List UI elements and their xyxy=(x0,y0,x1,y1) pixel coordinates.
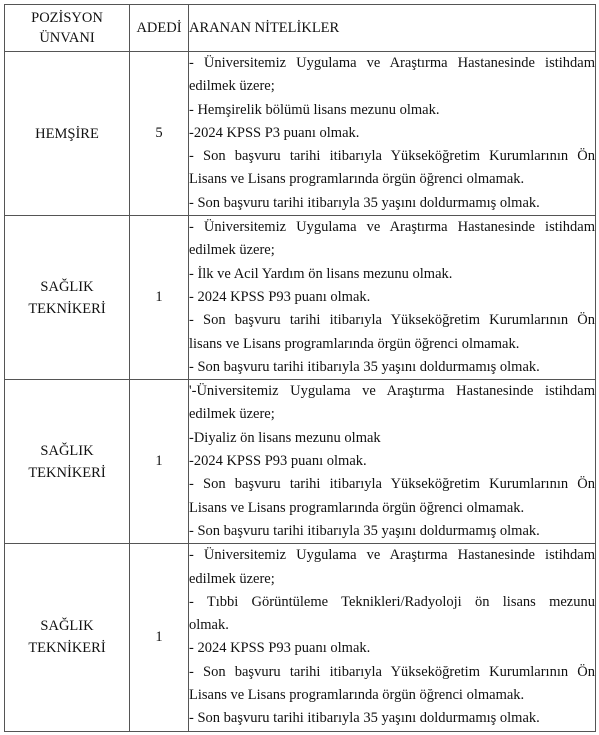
qualification-line: - Son başvuru tarihi itibarıyla Yükseköğretim Kurumlarının Ön xyxy=(189,312,595,329)
table-row xyxy=(5,544,596,731)
position-count-cell: 5 xyxy=(130,52,189,216)
header-count: ADEDİ xyxy=(130,5,189,52)
qualification-line: - 2024 KPSS P93 puanı olmak. xyxy=(189,640,371,657)
qualification-line: - Son başvuru tarihi itibarıyla 35 yaşını doldurmamış olmak. xyxy=(189,194,540,211)
qualification-line: - Üniversitemiz Uygulama ve Araştırma Hastanesinde istihdam xyxy=(189,219,595,236)
qualification-line: - Son başvuru tarihi itibarıyla 35 yaşını doldurmamış olmak. xyxy=(189,522,540,539)
position-count-cell: 1 xyxy=(130,380,189,544)
position-title-line: TEKNİKERİ xyxy=(28,640,106,657)
position-count-cell: 1 xyxy=(130,544,189,731)
table-row xyxy=(5,216,596,380)
header-row xyxy=(5,5,596,52)
qualification-line: edilmek üzere; xyxy=(189,78,275,95)
qualification-line: - Hemşirelik bölümü lisans mezunu olmak. xyxy=(189,101,440,118)
position-title-line: TEKNİKERİ xyxy=(28,464,106,481)
qualification-line: - Üniversitemiz Uygulama ve Araştırma Hastanesinde istihdam xyxy=(189,55,595,71)
qualification-line: edilmek üzere; xyxy=(189,406,275,423)
position-title-cell xyxy=(5,544,130,731)
position-title-line: HEMŞİRE xyxy=(35,125,99,142)
qualifications-cell xyxy=(189,52,596,216)
table-header xyxy=(5,5,596,52)
qualification-line: edilmek üzere; xyxy=(189,242,275,259)
header-position-title xyxy=(5,5,130,52)
qualification-line: Lisans ve Lisans programlarında örgün öğrenci olmamak. xyxy=(189,171,525,188)
qualification-line: - Son başvuru tarihi itibarıyla Yükseköğretim Kurumlarının Ön xyxy=(189,476,595,493)
qualification-line: Lisans ve Lisans programlarında örgün öğrenci olmamak. xyxy=(189,687,525,704)
qualification-line: Lisans ve Lisans programlarında örgün öğrenci olmamak. xyxy=(189,499,525,516)
qualification-line: -2024 KPSS P93 puanı olmak. xyxy=(189,453,367,470)
qualification-line: - Tıbbi Görüntüleme Teknikleri/Radyoloji ön lisans mezunu xyxy=(189,593,595,610)
table-row xyxy=(5,52,596,216)
qualification-line: olmak. xyxy=(189,617,229,634)
qualification-line: -Diyaliz ön lisans mezunu olmak xyxy=(189,429,381,446)
qualification-line: lisans ve Lisans programlarında örgün öğrenci olmamak. xyxy=(189,335,520,352)
position-title-line: SAĞLIK xyxy=(40,618,94,635)
position-title-cell xyxy=(5,52,130,216)
header-qualifications: ARANAN NİTELİKLER xyxy=(189,5,596,52)
qualification-line: '-Üniversitemiz Uygulama ve Araştırma Hastanesinde istihdam xyxy=(189,383,595,400)
job-positions-table xyxy=(4,4,596,732)
qualification-line: - 2024 KPSS P93 puanı olmak. xyxy=(189,288,371,305)
qualification-line: - Üniversitemiz Uygulama ve Araştırma Hastanesinde istihdam xyxy=(189,547,595,564)
qualification-line: - Son başvuru tarihi itibarıyla Yükseköğretim Kurumlarının Ön xyxy=(189,148,595,165)
position-title-line: SAĞLIK xyxy=(40,442,94,459)
qualification-line: - Son başvuru tarihi itibarıyla 35 yaşını doldurmamış olmak. xyxy=(189,710,540,727)
qualification-line: -2024 KPSS P3 puanı olmak. xyxy=(189,124,360,141)
position-title-line: TEKNİKERİ xyxy=(28,300,106,317)
qualification-line: - Son başvuru tarihi itibarıyla 35 yaşını doldurmamış olmak. xyxy=(189,358,540,375)
qualifications-cell xyxy=(189,544,596,731)
position-count-cell: 1 xyxy=(130,216,189,380)
position-title-cell xyxy=(5,216,130,380)
table-row xyxy=(5,380,596,544)
qualification-line: edilmek üzere; xyxy=(189,570,275,587)
header-position-line: POZİSYON xyxy=(31,10,103,26)
position-title-cell xyxy=(5,380,130,544)
qualification-line: - Son başvuru tarihi itibarıyla Yükseköğretim Kurumlarının Ön xyxy=(189,663,595,680)
qualifications-cell xyxy=(189,380,596,544)
qualification-line: - İlk ve Acil Yardım ön lisans mezunu olmak. xyxy=(189,265,453,282)
header-position-line: ÜNVANI xyxy=(39,30,95,46)
table-body xyxy=(5,52,596,732)
position-title-line: SAĞLIK xyxy=(40,278,94,295)
qualifications-cell xyxy=(189,216,596,380)
